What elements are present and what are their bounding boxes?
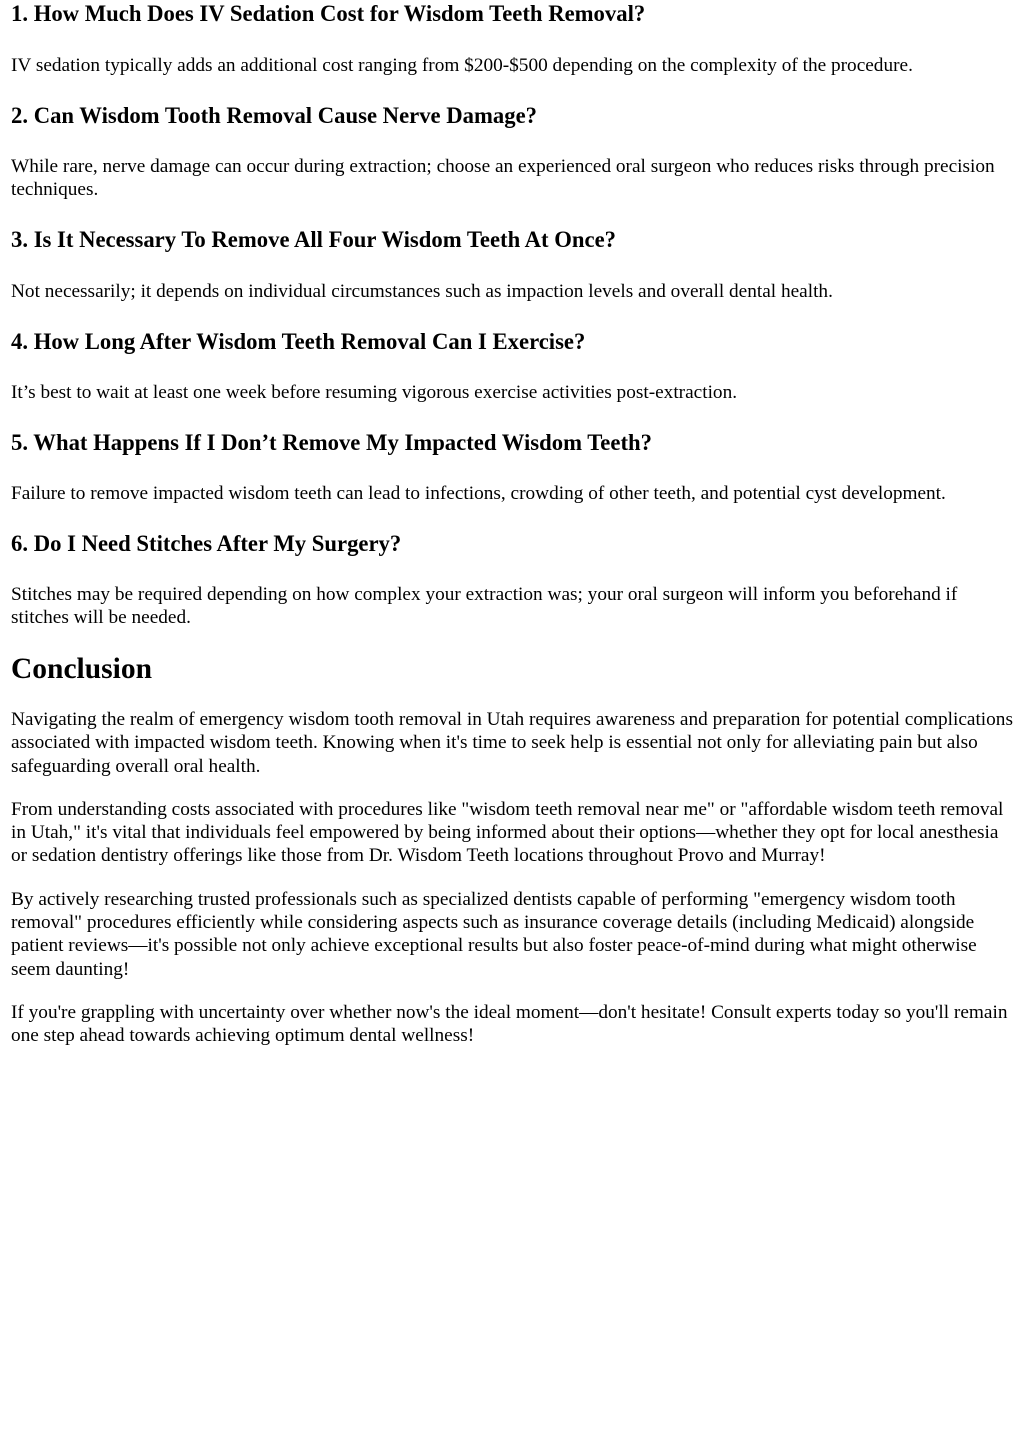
faq-answer-4: It’s best to wait at least one week before resuming vigorous exercise activities post-extraction. <box>11 382 738 403</box>
conclusion-paragraph-4: If you're grappling with uncertainty over whether now's the ideal moment—don't hesitate! Consult experts today so you'll remain one step ahead towards achieving optimum dental wellness! <box>11 1001 1008 1047</box>
faq-answer-6: Stitches may be required depending on how complex your extraction was; your oral surgeon will inform you beforehand if stitches will be needed. <box>11 584 958 628</box>
faq-answer-5: Failure to remove impacted wisdom teeth can lead to infections, crowding of other teeth, and potential cyst development. <box>11 483 946 504</box>
conclusion-heading: Conclusion <box>11 653 152 685</box>
faq-answer-1: IV sedation typically adds an additional cost ranging from $200-$500 depending on the complexity of the procedure. <box>11 55 913 76</box>
conclusion-paragraph-3: By actively researching trusted professionals such as specialized dentists capable of performing "emergency wisdom tooth removal" procedures efficiently while considering aspects such as insurance coverage details (including Medicaid) alongside patient reviews—it's possible not only achieve exceptional results but also foster peace-of-mind during what might otherwise seem daunting! <box>11 888 977 980</box>
faq-question-3: 3. Is It Necessary To Remove All Four Wisdom Teeth At Once? <box>11 227 617 252</box>
faq-answer-3: Not necessarily; it depends on individual circumstances such as impaction levels and overall dental health. <box>11 281 833 302</box>
faq-question-6: 6. Do I Need Stitches After My Surgery? <box>11 531 402 556</box>
conclusion-paragraph-2: From understanding costs associated with procedures like "wisdom teeth removal near me" or "affordable wisdom teeth removal in Utah," it's vital that individuals feel empowered by being informed about their options—whether they opt for local anesthesia or sedation dentistry offerings like those from Dr. Wisdom Teeth locations throughout Provo and Murray! <box>11 798 1004 867</box>
faq-question-5: 5. What Happens If I Don’t Remove My Impacted Wisdom Teeth? <box>11 430 652 455</box>
faq-question-2: 2. Can Wisdom Tooth Removal Cause Nerve Damage? <box>11 103 538 128</box>
faq-question-4: 4. How Long After Wisdom Teeth Removal Can I Exercise? <box>11 329 586 354</box>
faq-answer-2: While rare, nerve damage can occur during extraction; choose an experienced oral surgeon who reduces risks through precision techniques. <box>11 156 995 200</box>
faq-question-1: 1. How Much Does IV Sedation Cost for Wisdom Teeth Removal? <box>11 1 646 26</box>
conclusion-paragraph-1: Navigating the realm of emergency wisdom tooth removal in Utah requires awareness and preparation for potential complications associated with impacted wisdom teeth. Knowing when it's time to seek help is essential not only for alleviating pain but also safeguarding overall oral health. <box>11 709 1013 777</box>
